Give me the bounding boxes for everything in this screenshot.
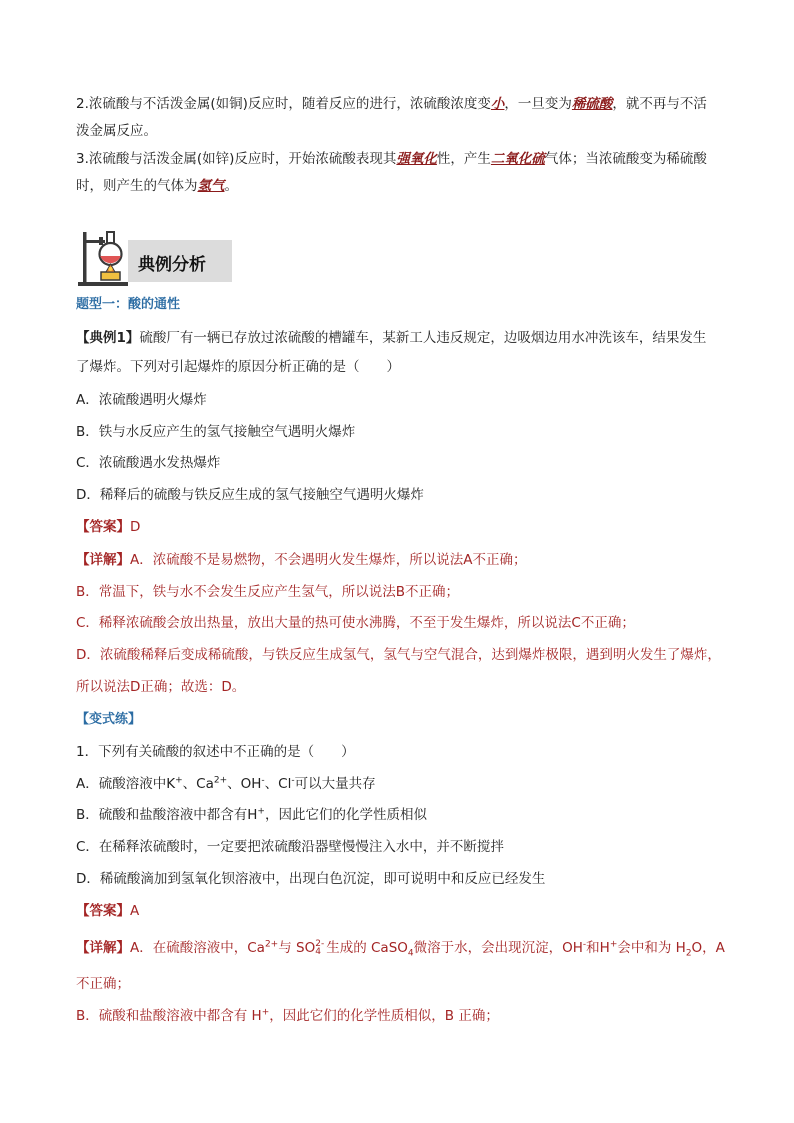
text: 气体；当浓硫酸变为稀硫酸 [544,151,707,167]
superscript: - [291,775,295,786]
text: 性，产生 [436,151,491,167]
keyword: 二氧化硫 [490,151,545,167]
detail-line-4: D．浓硫酸稀释后变成稀硫酸，与铁反应生成氢气，氢气与空气混合，达到爆炸极限，遇到明火发生了爆炸， [76,647,721,663]
text: ，因此它们的化学性质相似 [264,807,427,823]
variant-option-a [76,774,746,794]
text: 生成的 CaSO [326,940,408,956]
detail-line-2: B．常温下，铁与水不会发生反应产生氢气，所以说法B不正确； [76,584,460,600]
answer-tag: 【答案】 [76,903,130,919]
text: 可以大量共存 [294,776,376,792]
superscript: 2- [315,939,325,949]
text: 、Cl [264,776,292,792]
option-b: B．铁与水反应产生的氢气接触空气遇明火爆炸 [76,424,356,440]
text: 与 SO [278,940,316,956]
keyword: 氢气 [197,178,225,194]
sulfate-charge [315,940,324,956]
superscript: + [175,775,183,786]
text: ，就不再与不活 [612,96,707,112]
subscript: 4 [407,948,414,959]
text: A．浓硫酸不是易燃物，不会遇明火发生爆炸，所以说法A不正确； [130,552,527,568]
detail-line-3: C．稀释浓硫酸会放出热量，放出大量的热可使水沸腾，不至于发生爆炸，所以说法C不正确； [76,615,635,631]
text: 硫酸厂有一辆已存放过浓硫酸的槽罐车，某新工人违反规定，边吸烟边用水冲洗该车，结果发生 [139,330,707,346]
answer-line [76,517,746,537]
intro-line-3 [76,149,746,169]
text: A．在硫酸溶液中，Ca [130,940,265,956]
superscript: + [609,939,618,950]
variant-option-b [76,805,746,825]
variant-detail-line-3 [76,1006,746,1026]
superscript: + [257,806,265,817]
text: 时，则产生的气体为 [76,178,198,194]
superscript: 2+ [264,939,279,950]
text: B．硫酸和盐酸溶液中都含有H [76,807,258,823]
keyword: 稀硫酸 [571,96,613,112]
text: 、OH [227,776,262,792]
option-a: A．浓硫酸遇明火爆炸 [76,392,207,408]
text: 会中和为 H [617,940,686,956]
text: ，因此它们的化学性质相似，B 正确； [269,1008,499,1024]
text: A．硫酸溶液中K [76,776,176,792]
subscript: 2 [685,948,692,959]
question-type-label: 题型一：酸的通性 [76,297,181,312]
detail-tag: 【详解】 [76,552,130,568]
intro-line-4 [76,176,746,196]
subscript: 4 [315,947,321,957]
answer-value: D [130,519,141,535]
text: 2.浓硫酸与不活泼金属(如铜)反应时，随着反应的进行，浓硫酸浓度变 [76,96,491,112]
example-question-line-1 [76,328,746,348]
superscript: - [582,939,587,950]
answer-tag: 【答案】 [76,519,130,535]
text: O，A [691,940,725,956]
example-tag: 【典例1】 [76,330,140,346]
variant-option-c: C．在稀释浓硫酸时，一定要把浓硫酸沿器壁慢慢注入水中，并不断搅拌 [76,839,504,855]
text: 微溶于水，会出现沉淀，OH [413,940,583,956]
text: 和H [586,940,610,956]
section-title: 典例分析 [138,255,206,275]
superscript: 2+ [213,775,228,786]
answer-value: A [130,903,140,919]
variant-detail-line-2: 不正确； [76,976,130,992]
variant-question: 1．下列有关硫酸的叙述中不正确的是（ ） [76,744,355,760]
intro-line-2: 泼金属反应。 [76,123,157,139]
text: 、Ca [182,776,214,792]
detail-tag: 【详解】 [76,940,130,956]
text: 3.浓硫酸与活泼金属(如锌)反应时，开始浓硫酸表现其 [76,151,397,167]
keyword: 小 [490,96,505,112]
option-d: D．稀释后的硫酸与铁反应生成的氢气接触空气遇明火爆炸 [76,487,424,503]
text: B．硫酸和盐酸溶液中都含有 H [76,1008,262,1024]
lab-flask-stand-icon [76,226,132,288]
superscript: - [261,775,265,786]
option-c: C．浓硫酸遇水发热爆炸 [76,455,221,471]
superscript: + [261,1007,270,1018]
variant-tag: 【变式练】 [76,712,142,727]
variant-answer-line [76,901,746,921]
text: 。 [224,178,238,194]
section-header [76,226,236,288]
text: ，一旦变为 [504,96,572,112]
example-question-line-2: 了爆炸。下列对引起爆炸的原因分析正确的是（ ） [76,359,400,375]
intro-line-1 [76,94,746,114]
detail-line-5: 所以说法D正确；故选：D。 [76,679,246,695]
variant-detail-line-1 [76,938,746,958]
keyword: 强氧化 [396,151,437,167]
detail-line-1 [76,550,746,570]
variant-option-d: D．稀硫酸滴加到氢氧化钡溶液中，出现白色沉淀，即可说明中和反应已经发生 [76,871,546,887]
